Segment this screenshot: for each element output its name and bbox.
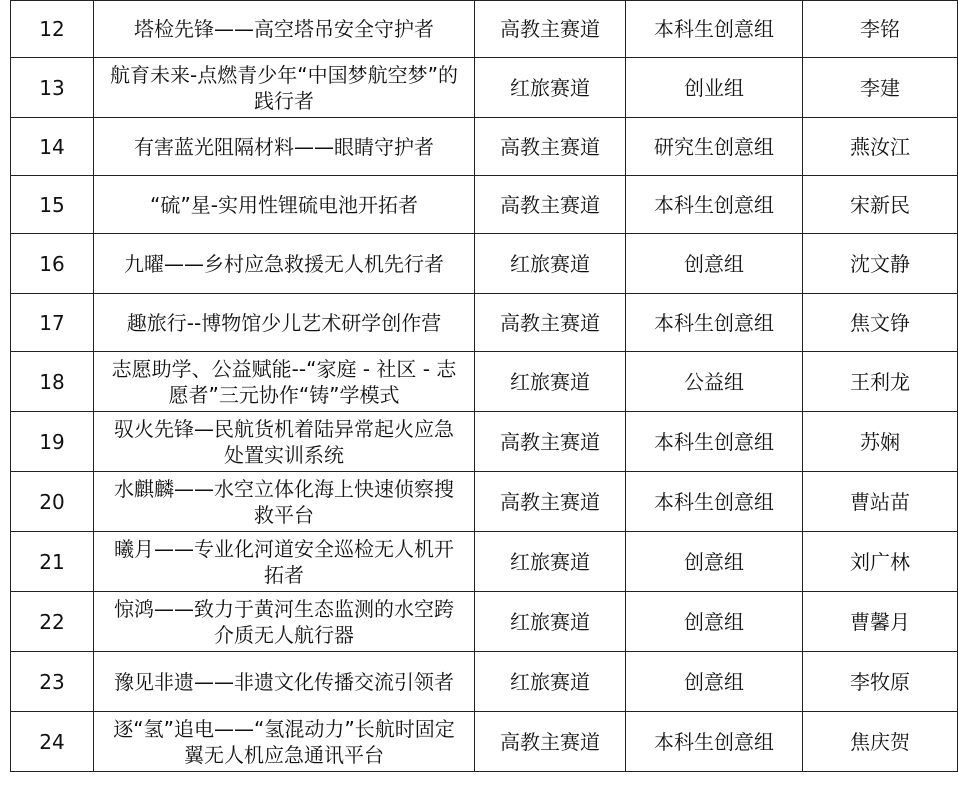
competition-group: 本科生创意组 [626, 176, 803, 234]
row-number: 17 [11, 294, 94, 352]
competition-group: 创意组 [626, 532, 803, 592]
project-name: 逐“氢”追电——“氢混动力”长航时固定翼无人机应急通讯平台 [94, 712, 475, 772]
table-row [11, 712, 958, 772]
competition-group: 创意组 [626, 592, 803, 652]
responsible-person: 苏娴 [803, 412, 958, 472]
row-number: 12 [11, 1, 94, 58]
competition-group: 本科生创意组 [626, 412, 803, 472]
table-row [11, 234, 958, 294]
table-row [11, 1, 958, 58]
responsible-person: 李牧原 [803, 652, 958, 712]
competition-group: 本科生创意组 [626, 294, 803, 352]
row-number: 13 [11, 58, 94, 118]
row-number: 20 [11, 472, 94, 532]
project-name: “硫”星-实用性锂硫电池开拓者 [94, 176, 475, 234]
row-number: 16 [11, 234, 94, 294]
competition-group: 本科生创意组 [626, 1, 803, 58]
project-name: 有害蓝光阻隔材料——眼睛守护者 [94, 118, 475, 176]
competition-track: 红旅赛道 [475, 532, 626, 592]
competition-track: 高教主赛道 [475, 176, 626, 234]
project-name: 航育未来-点燃青少年“中国梦航空梦”的践行者 [94, 58, 475, 118]
responsible-person: 曹馨月 [803, 592, 958, 652]
competition-track: 红旅赛道 [475, 592, 626, 652]
project-name: 志愿助学、公益赋能--“家庭 - 社区 - 志愿者”三元协作“铸”学模式 [94, 352, 475, 412]
responsible-person: 燕汝江 [803, 118, 958, 176]
responsible-person: 沈文静 [803, 234, 958, 294]
project-name: 曦月——专业化河道安全巡检无人机开拓者 [94, 532, 475, 592]
row-number: 14 [11, 118, 94, 176]
row-number: 15 [11, 176, 94, 234]
competition-group: 本科生创意组 [626, 712, 803, 772]
table-row [11, 176, 958, 234]
competition-track: 红旅赛道 [475, 58, 626, 118]
competition-group: 创意组 [626, 234, 803, 294]
competition-group: 创意组 [626, 652, 803, 712]
table-row [11, 652, 958, 712]
table-row [11, 294, 958, 352]
row-number: 23 [11, 652, 94, 712]
project-name: 趣旅行--博物馆少儿艺术研学创作营 [94, 294, 475, 352]
project-name: 驭火先锋—民航货机着陆异常起火应急处置实训系统 [94, 412, 475, 472]
competition-group: 研究生创意组 [626, 118, 803, 176]
responsible-person: 刘广林 [803, 532, 958, 592]
project-name: 九曜——乡村应急救援无人机先行者 [94, 234, 475, 294]
competition-track: 高教主赛道 [475, 472, 626, 532]
competition-track: 高教主赛道 [475, 294, 626, 352]
table-row [11, 472, 958, 532]
table-row [11, 412, 958, 472]
competition-track: 红旅赛道 [475, 352, 626, 412]
competition-group: 本科生创意组 [626, 472, 803, 532]
project-name: 豫见非遗——非遗文化传播交流引领者 [94, 652, 475, 712]
row-number: 24 [11, 712, 94, 772]
competition-group: 公益组 [626, 352, 803, 412]
row-number: 22 [11, 592, 94, 652]
responsible-person: 李铭 [803, 1, 958, 58]
competition-group: 创业组 [626, 58, 803, 118]
competition-track: 红旅赛道 [475, 234, 626, 294]
responsible-person: 焦文铮 [803, 294, 958, 352]
project-table [10, 0, 958, 772]
project-table-wrapper [10, 0, 910, 772]
row-number: 18 [11, 352, 94, 412]
competition-track: 高教主赛道 [475, 1, 626, 58]
responsible-person: 宋新民 [803, 176, 958, 234]
table-row [11, 352, 958, 412]
competition-track: 高教主赛道 [475, 712, 626, 772]
project-name: 惊鸿——致力于黄河生态监测的水空跨介质无人航行器 [94, 592, 475, 652]
table-row [11, 58, 958, 118]
table-row [11, 532, 958, 592]
project-name: 水麒麟——水空立体化海上快速侦察搜救平台 [94, 472, 475, 532]
table-row [11, 118, 958, 176]
responsible-person: 王利龙 [803, 352, 958, 412]
row-number: 21 [11, 532, 94, 592]
competition-track: 高教主赛道 [475, 118, 626, 176]
row-number: 19 [11, 412, 94, 472]
responsible-person: 焦庆贺 [803, 712, 958, 772]
competition-track: 红旅赛道 [475, 652, 626, 712]
responsible-person: 曹站苗 [803, 472, 958, 532]
responsible-person: 李建 [803, 58, 958, 118]
competition-track: 高教主赛道 [475, 412, 626, 472]
table-row [11, 592, 958, 652]
project-name: 塔检先锋——高空塔吊安全守护者 [94, 1, 475, 58]
